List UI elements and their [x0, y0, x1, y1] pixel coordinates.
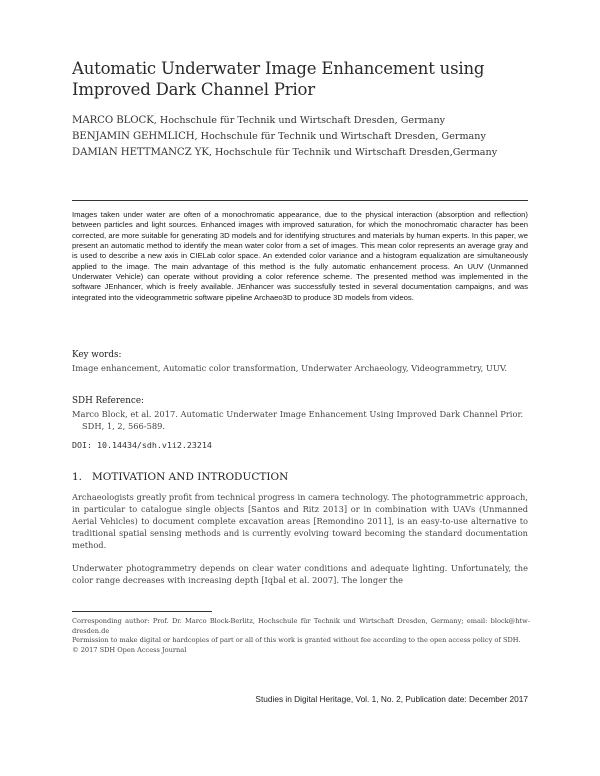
- keywords-text: Image enhancement, Automatic color transformation, Underwater Archaeology, Videogrammetry, UUV.: [72, 363, 508, 373]
- author-line: [72, 129, 552, 145]
- abstract-divider: [72, 200, 528, 201]
- footnotes: [72, 617, 530, 655]
- footnote-copyright: © 2017 SDH Open Access Journal: [72, 645, 187, 654]
- section-heading: [72, 471, 528, 483]
- author-list: [72, 113, 552, 161]
- body-paragraph: Underwater photogrammetry depends on clear water conditions and adequate lighting. Unfortunately, the color range decreases with increasing depth [Iqbal et al. 2007]. The longer the: [72, 563, 528, 586]
- section-title: MOTIVATION AND INTRODUCTION: [92, 471, 289, 483]
- body-paragraph: Archaeologists greatly profit from technical progress in camera technology. The photogrammetric approach, in particular to catalogue single objects [Santos and Ritz 2013] or in combination with UAVs (Unmanned Aerial Vehicles) to document complete excavation areas [Remondino 2011], is an easy-to-use alternative to traditional spatial sensing methods and is currently evolving toward becoming the standard documentation method.: [72, 492, 528, 551]
- author-name: DAMIAN HETTMANCZ YK: [72, 147, 209, 158]
- reference-block: [72, 396, 528, 432]
- keywords-label: Key words:: [72, 350, 122, 360]
- author-affiliation: , Hochschule für Technik und Wirtschaft Dresden, Germany: [194, 131, 486, 142]
- author-affiliation: , Hochschule für Technik und Wirtschaft Dresden,Germany: [208, 147, 498, 158]
- section-number: 1.: [72, 471, 83, 483]
- abstract: Images taken under water are often of a monochromatic appearance, due to the physical interaction (absorption and reflection) between particles and light sources. Enhanced images with improved saturation, for which the monochromatic character has been corrected, are more suitable for generating 3D models and for identifying structures and materials by human experts. In this paper, we present an automatic method to identify the mean water color from a set of images. This mean color represents an average gray and is used to describe a new axis in CIELab color space. An extended color variance and a histogram equalization are simultaneously applied to the image. The main advantage of this method is the fully automatic enhancement process. An UUV (Unmanned Underwater Vehicle) can operate without providing a color reference scheme. The presented method was implemented in the software JEnhancer, which is freely available. JEnhancer was successfully tested in several documentation campaigns, and was integrated into the videogrammetric software pipeline Archaeo3D to produce 3D models from videos.: [72, 210, 528, 302]
- author-line: [72, 113, 552, 129]
- footnote-corresponding-author: Corresponding author: Prof. Dr. Marco Block-Berlitz, Hochschule für Technik und Wirtschaft Dresden, Germany; email: block@htw-dresden.de: [72, 617, 530, 635]
- paper-title: Automatic Underwater Image Enhancement using Improved Dark Channel Prior: [72, 59, 485, 99]
- keywords-block: [72, 350, 528, 374]
- author-line: [72, 145, 552, 161]
- doi: DOI: 10.14434/sdh.v1i2.23214: [72, 440, 212, 450]
- journal-footer: Studies in Digital Heritage, Vol. 1, No. 2, Publication date: December 2017: [255, 694, 528, 704]
- author-name: MARCO BLOCK: [72, 115, 154, 126]
- author-name: BENJAMIN GEHMLICH: [72, 131, 195, 142]
- reference-text: Marco Block, et al. 2017. Automatic Underwater Image Enhancement Using Improved Dark Channel Prior. SDH, 1, 2, 566-589.: [72, 409, 524, 431]
- author-affiliation: , Hochschule für Technik und Wirtschaft Dresden, Germany: [153, 115, 446, 126]
- reference-label: SDH Reference:: [72, 396, 145, 406]
- footnote-permission: Permission to make digital or hardcopies of part or all of this work is granted without fee according to the open access policy of SDH.: [72, 636, 521, 645]
- footnote-divider: [72, 611, 212, 612]
